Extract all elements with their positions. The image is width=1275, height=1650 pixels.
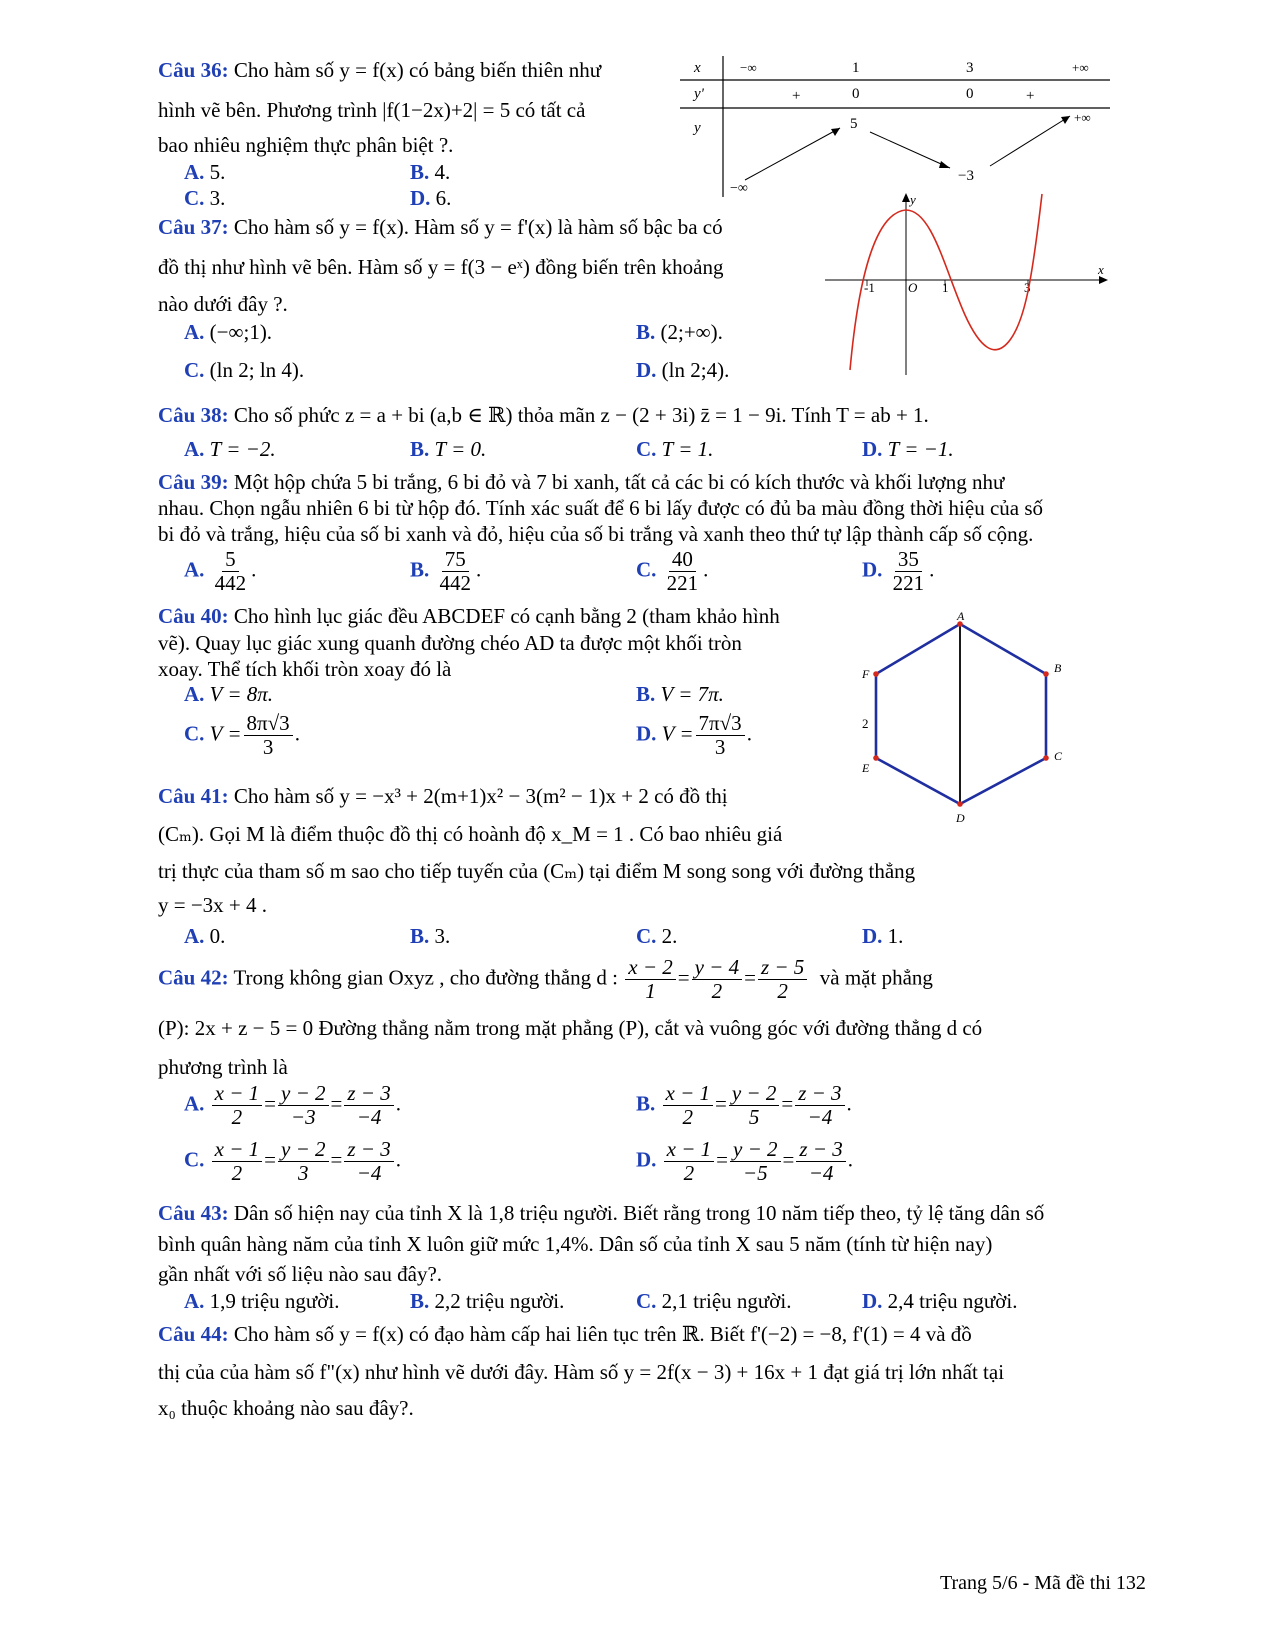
table-yp-label: y' [694, 86, 704, 102]
q38-line1 [158, 403, 929, 428]
q44-text3: x₀ thuộc khoảng nào sau đây?. [158, 1396, 414, 1420]
table-yval: −∞ [730, 181, 748, 196]
q40-text3: xoay. Thể tích khối tròn xoay đó là [158, 657, 452, 681]
table-sign: 0 [852, 86, 860, 102]
graph-tick: 1 [942, 280, 949, 295]
q39-line1 [158, 470, 1004, 495]
q42-text3: phương trình là [158, 1055, 288, 1079]
q38-opt-a[interactable]: A. T = −2. [184, 437, 276, 461]
q39-label: Câu 39: [158, 470, 229, 494]
table-xval: −∞ [740, 60, 757, 75]
q37-opt-a[interactable]: A. (−∞;1). [184, 320, 273, 344]
q40-text1: Cho hình lục giác đều ABCDEF có cạnh bằng 2 (tham khảo hình [233, 604, 780, 628]
graph-y-label: y [910, 192, 916, 207]
q37-text3: nào dưới đây ?. [158, 292, 288, 316]
q44-line1 [158, 1322, 972, 1347]
q40-label: Câu 40: [158, 604, 229, 628]
graph-x-label: x [1098, 262, 1104, 277]
table-xval: 1 [852, 60, 860, 76]
table-xval: +∞ [1072, 60, 1089, 75]
q40-opt-d[interactable]: D. V = $\frac{7\pi√3}{3}$ . [636, 711, 752, 760]
q36-line1 [158, 58, 601, 83]
table-xval: 3 [966, 60, 974, 76]
q42-opt-a[interactable]: A. $\frac{x - 1}{2}$ = $\frac{y - 2}{-3}$ = $\frac{z - 3}{-4}$ . [184, 1081, 401, 1130]
q43-opt-a[interactable]: A. 1,9 triệu người. [184, 1289, 340, 1313]
q41-text3: trị thực của tham số m sao cho tiếp tuyến của (Cₘ) tại điểm M song song với đường thẳng [158, 859, 916, 883]
q36-opt-d[interactable]: D. 6. [410, 186, 452, 210]
q41-line1 [158, 784, 728, 809]
q44-text1: Cho hàm số y = f(x) có đạo hàm cấp hai liên tục trên ℝ. Biết f'(−2) = −8, f'(1) = 4 và đồ [233, 1322, 972, 1346]
q36-text1: Cho hàm số y = f(x) có bảng biến thiên như [233, 58, 602, 82]
graph-tick: O [908, 280, 918, 295]
graph-tick: 3 [1024, 280, 1031, 295]
q37-line1 [158, 215, 723, 240]
q39-text3: bi đỏ và trắng, hiệu của số bi xanh và đỏ, hiệu của số bi trắng và xanh theo thứ tự lập thành cấp số cộng. [158, 522, 1034, 546]
q37-opt-d[interactable]: D. (ln 2;4). [636, 358, 730, 382]
q43-text2: bình quân hàng năm của tỉnh X luôn giữ mức 1,4%. Dân số của tỉnh X sau 5 năm (tính từ hiện nay) [158, 1232, 993, 1256]
q43-opt-c[interactable]: C. 2,1 triệu người. [636, 1289, 792, 1313]
q42-text1b: và mặt phẳng [819, 965, 933, 990]
q39-opt-b[interactable]: B. $\frac{75}{442}$ . [410, 547, 482, 596]
q39-opt-c[interactable]: C. $\frac{40}{221}$ . [636, 547, 709, 596]
page-footer: Trang 5/6 - Mã đề thi 132 [940, 1572, 1146, 1594]
q41-opt-c[interactable]: C. 2. [636, 924, 678, 948]
q38-opt-d[interactable]: D. T = −1. [862, 437, 954, 461]
hexagon-figure [850, 608, 1070, 828]
q41-text1: Cho hàm số y = −x³ + 2(m+1)x² − 3(m² − 1)x + 2 có đồ thị [233, 784, 728, 808]
q38-text: Cho số phức z = a + bi (a,b ∈ ℝ) thỏa mãn z − (2 + 3i) z̄ = 1 − 9i. Tính T = ab + 1. [233, 403, 929, 427]
q38-opt-b[interactable]: B. T = 0. [410, 437, 487, 461]
q39-text1: Một hộp chứa 5 bi trắng, 6 bi đỏ và 7 bi xanh, tất cả các bi có kích thước và khối lượng như [233, 470, 1005, 494]
q39-text2: nhau. Chọn ngẫu nhiên 6 bi từ hộp đó. Tính xác suất để 6 bi lấy được có đủ ba màu đồng thời hiệu của số [158, 496, 1044, 520]
table-yval: 5 [850, 116, 858, 132]
table-x-label: x [694, 60, 701, 76]
vertex-label: E [862, 761, 870, 775]
q37-opt-c[interactable]: C. (ln 2; ln 4). [184, 358, 305, 382]
q42-opt-c[interactable]: C. $\frac{x - 1}{2}$ = $\frac{y - 2}{3}$ = $\frac{z - 3}{-4}$ . [184, 1137, 401, 1186]
q37-text2: đồ thị như hình vẽ bên. Hàm số y = f(3 − eˣ) đồng biến trên khoảng [158, 255, 724, 279]
q37-opt-b[interactable]: B. (2;+∞). [636, 320, 723, 344]
q43-text3: gần nhất với số liệu nào sau đây?. [158, 1262, 443, 1286]
q42-text2: (P): 2x + z − 5 = 0 Đường thẳng nằm trong mặt phẳng (P), cắt và vuông góc với đường thẳng d có [158, 1016, 983, 1040]
q37-label: Câu 37: [158, 215, 229, 239]
vertex-label: C [1054, 749, 1063, 763]
q38-opt-c[interactable]: C. T = 1. [636, 437, 714, 461]
q39-opt-d[interactable]: D. $\frac{35}{221}$ . [862, 547, 935, 596]
q41-opt-a[interactable]: A. 0. [184, 924, 226, 948]
table-sign: + [1026, 88, 1035, 104]
table-yval: +∞ [1074, 110, 1091, 125]
q41-opt-b[interactable]: B. 3. [410, 924, 451, 948]
q36-opt-b[interactable]: B. 4. [410, 160, 451, 184]
q43-opt-d[interactable]: D. 2,4 triệu người. [862, 1289, 1018, 1313]
q42-text1a: Trong không gian Oxyz , cho đường thẳng d : [233, 965, 618, 990]
vertex-label: A [957, 609, 965, 623]
table-sign: + [792, 88, 801, 104]
q42-line1: Câu 42: Trong không gian Oxyz , cho đường thẳng d : $\frac{x - 2}{1}$ = $\frac{y - 4}{2}$ = $\frac{z - 5}{2}$ và mặt phẳng [158, 955, 933, 1004]
q36-opt-a[interactable]: A. 5. [184, 160, 226, 184]
q44-text2: thị của của hàm số f"(x) như hình vẽ dưới đây. Hàm số y = 2f(x − 3) + 16x + 1 đạt giá trị lớn nhất tại [158, 1360, 1005, 1384]
table-yval: −3 [958, 168, 974, 184]
side-label: 2 [862, 716, 869, 731]
x-axis-arrow-icon [1099, 276, 1108, 284]
vertex-label: F [862, 667, 870, 681]
q36-text2: hình vẽ bên. Phương trình |f(1−2x)+2| = 5 có tất cả [158, 98, 586, 122]
q43-line1 [158, 1201, 1044, 1226]
q37-text1: Cho hàm số y = f(x). Hàm số y = f'(x) là hàm số bậc ba có [233, 215, 723, 239]
q41-label: Câu 41: [158, 784, 229, 808]
table-y-label: y [694, 120, 701, 136]
graph-tick: -1 [864, 280, 875, 295]
q43-label: Câu 43: [158, 1201, 229, 1225]
q36-label: Câu 36: [158, 58, 229, 82]
q41-opt-d[interactable]: D. 1. [862, 924, 904, 948]
q42-label: Câu 42: [158, 965, 229, 990]
y-axis-arrow-icon [902, 193, 910, 202]
hexagon-shape [876, 624, 1046, 804]
q36-opt-c[interactable]: C. 3. [184, 186, 226, 210]
q36-text3: bao nhiêu nghiệm thực phân biệt ?. [158, 133, 454, 157]
q40-opt-a[interactable]: A. V = 8π. [184, 682, 274, 706]
q38-label: Câu 38: [158, 403, 229, 427]
derivative-graph [820, 190, 1115, 380]
q39-opt-a[interactable]: A. $\frac{5}{442}$ . [184, 547, 257, 596]
q40-line1 [158, 604, 780, 629]
q40-opt-c[interactable]: C. V = $\frac{8\pi√3}{3}$ . [184, 711, 300, 760]
q43-text1: Dân số hiện nay của tỉnh X là 1,8 triệu người. Biết rằng trong 10 năm tiếp theo, tỷ lệ tăng dân số [233, 1201, 1045, 1225]
q42-opt-d[interactable]: D. $\frac{x - 1}{2}$ = $\frac{y - 2}{-5}$ = $\frac{z - 3}{-4}$ . [636, 1137, 853, 1186]
variation-table [680, 52, 1110, 202]
q43-opt-b[interactable]: B. 2,2 triệu người. [410, 1289, 565, 1313]
q44-label: Câu 44: [158, 1322, 229, 1346]
q41-text2: (Cₘ). Gọi M là điểm thuộc đồ thị có hoành độ x_M = 1 . Có bao nhiêu giá [158, 822, 783, 846]
q40-opt-b[interactable]: B. V = 7π. [636, 682, 724, 706]
vertex-label: D [956, 811, 965, 825]
table-sign: 0 [966, 86, 974, 102]
q40-text2: vẽ). Quay lục giác xung quanh đường chéo AD ta được một khối tròn [158, 631, 742, 655]
q42-opt-b[interactable]: B. $\frac{x - 1}{2}$ = $\frac{y - 2}{5}$ = $\frac{z - 3}{-4}$ . [636, 1081, 852, 1130]
q41-text4: y = −3x + 4 . [158, 893, 268, 917]
vertex-label: B [1054, 661, 1062, 675]
